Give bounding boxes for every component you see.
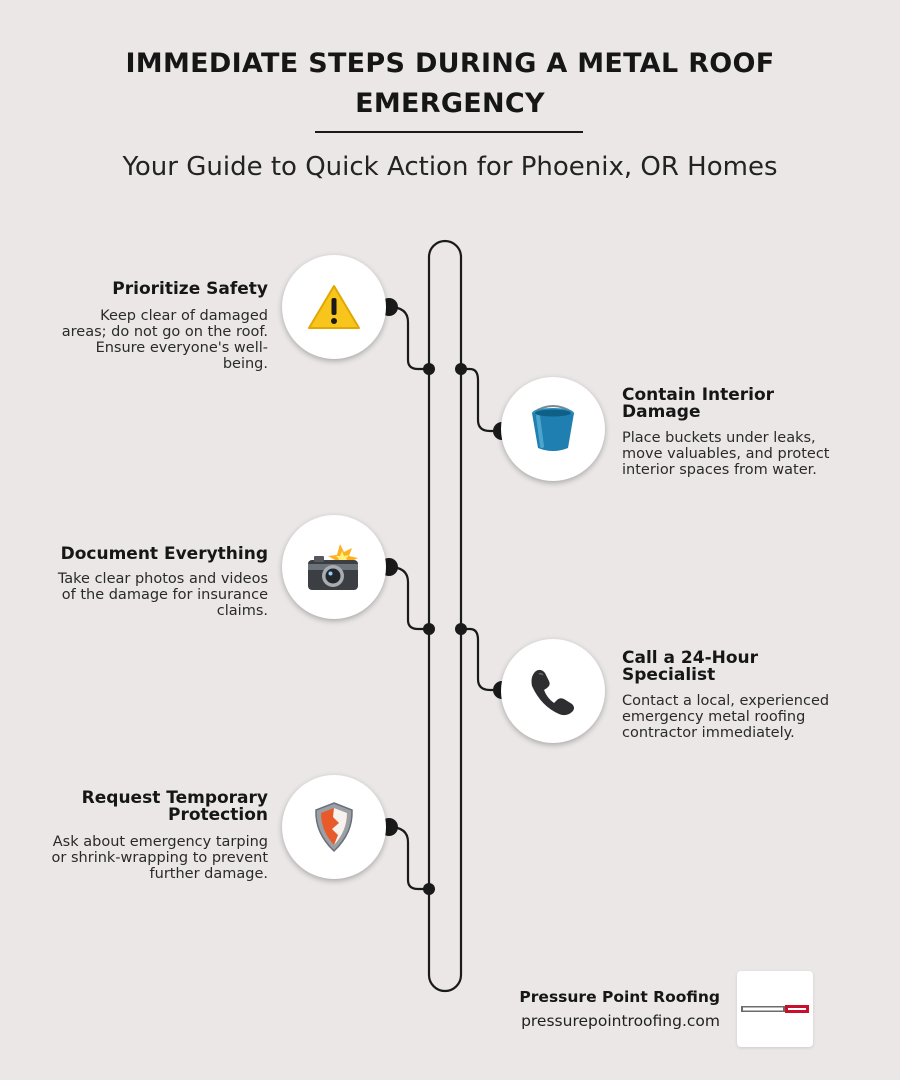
company-url[interactable]: pressurepointroofing.com <box>521 1012 720 1030</box>
step-2-description: Place buckets under leaks, move valuables, and protect interior spaces from water. <box>622 430 830 478</box>
connector-step-3 <box>389 567 429 629</box>
step-2-title: Contain Interior Damage <box>622 385 775 422</box>
step-4-icon-circle <box>501 639 605 743</box>
junction-step-2 <box>455 363 467 375</box>
junction-step-1 <box>423 363 435 375</box>
step-5-icon-circle <box>282 775 386 879</box>
company-name: Pressure Point Roofing <box>519 988 720 1006</box>
step-1-icon-circle <box>282 255 386 359</box>
logo-mark <box>741 1002 809 1016</box>
camera-flash-icon <box>306 542 362 592</box>
connector-step-5 <box>389 827 429 889</box>
step-1-title: Prioritize Safety <box>112 279 268 299</box>
junction-step-5 <box>423 883 435 895</box>
step-4-title: Call a 24-Hour Specialist <box>622 648 759 685</box>
phone-icon <box>527 665 579 717</box>
step-5-description: Ask about emergency tarping or shrink-wrapping to prevent further damage. <box>51 834 268 882</box>
step-4-description: Contact a local, experienced emergency metal roofing contractor immediately. <box>622 693 830 741</box>
connector-step-2 <box>461 369 502 431</box>
warning-icon <box>307 283 361 331</box>
connector-step-1 <box>389 307 429 369</box>
shield-icon <box>312 801 356 853</box>
step-3-description: Take clear photos and videos of the damage for insurance claims. <box>57 571 268 619</box>
junction-step-3 <box>423 623 435 635</box>
bucket-icon <box>526 402 580 456</box>
step-2-icon-circle <box>501 377 605 481</box>
junction-step-4 <box>455 623 467 635</box>
timeline-track <box>429 241 461 991</box>
title-line-1: IMMEDIATE STEPS DURING A METAL ROOF <box>125 48 775 79</box>
connector-step-4 <box>461 629 502 690</box>
step-1-description: Keep clear of damaged areas; do not go on the roof. Ensure everyone's well-being. <box>61 308 268 372</box>
step-5-title: Request Temporary Protection <box>81 788 268 825</box>
company-logo <box>737 971 813 1047</box>
step-3-icon-circle <box>282 515 386 619</box>
title-line-2: EMERGENCY <box>355 88 545 119</box>
infographic-subtitle: Your Guide to Quick Action for Phoenix, OR Homes <box>122 152 778 182</box>
step-3-title: Document Everything <box>60 544 268 564</box>
